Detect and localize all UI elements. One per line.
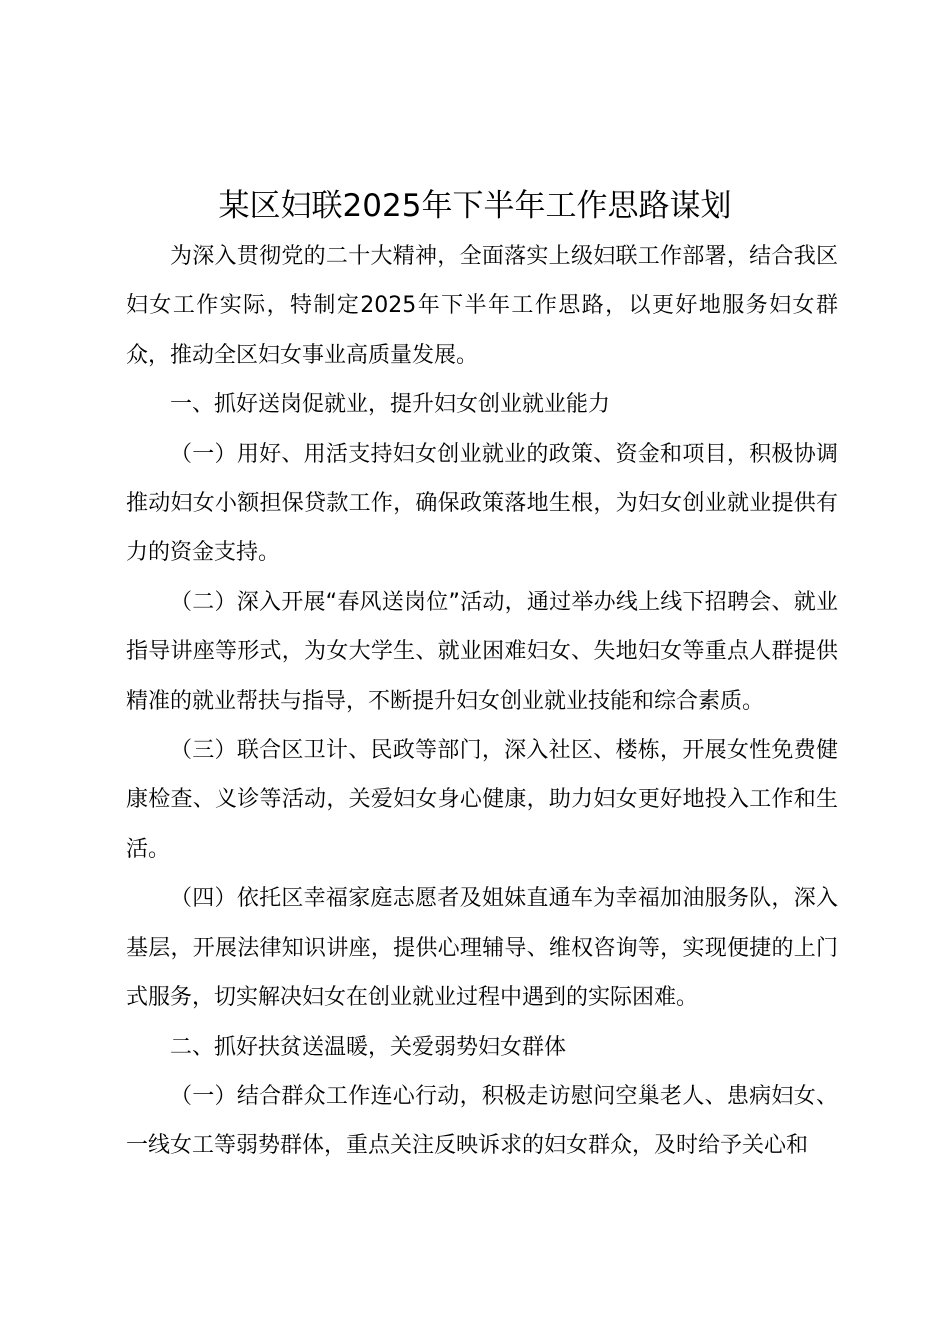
- section-1-item-3: （三）联合区卫计、民政等部门，深入社区、楼栋，开展女性免费健康检查、义诊等活动，关爱妇女身心健康，助力妇女更好地投入工作和生活。: [126, 738, 838, 862]
- section-2-heading: 二、抓好扶贫送温暖，关爱弱势妇女群体: [170, 1034, 567, 1060]
- section-2-item-1: （一）结合群众工作连心行动，积极走访慰问空巢老人、患病妇女、一线女工等弱势群体，重点关注反映诉求的妇女群众，及时给予关心和: [126, 1083, 838, 1159]
- section-1-item-2: （二）深入开展“春风送岗位”活动，通过举办线上线下招聘会、就业指导讲座等形式，为女大学生、就业困难妇女、失地妇女等重点人群提供精准的就业帮扶与指导，不断提升妇女创业就业技能和综合素质。: [126, 589, 838, 714]
- document-title: 某区妇联2025年下半年工作思路谋划: [218, 188, 732, 224]
- document-body: [126, 232, 838, 1171]
- section-1-heading: 一、抓好送岗促就业，提升妇女创业就业能力: [170, 392, 611, 418]
- section-1-item-4: （四）依托区幸福家庭志愿者及姐妹直通车为幸福加油服务队，深入基层，开展法律知识讲座，提供心理辅导、维权咨询等，实现便捷的上门式服务，切实解决妇女在创业就业过程中遇到的实际困难。: [126, 886, 838, 1011]
- section-1-item-1: （一）用好、用活支持妇女创业就业的政策、资金和项目，积极协调推动妇女小额担保贷款工作，确保政策落地生根，为妇女创业就业提供有力的资金支持。: [126, 441, 838, 566]
- intro-paragraph: 为深入贯彻党的二十大精神，全面落实上级妇联工作部署，结合我区妇女工作实际，特制定2025年下半年工作思路，以更好地服务妇女群众，推动全区妇女事业高质量发展。: [126, 244, 838, 368]
